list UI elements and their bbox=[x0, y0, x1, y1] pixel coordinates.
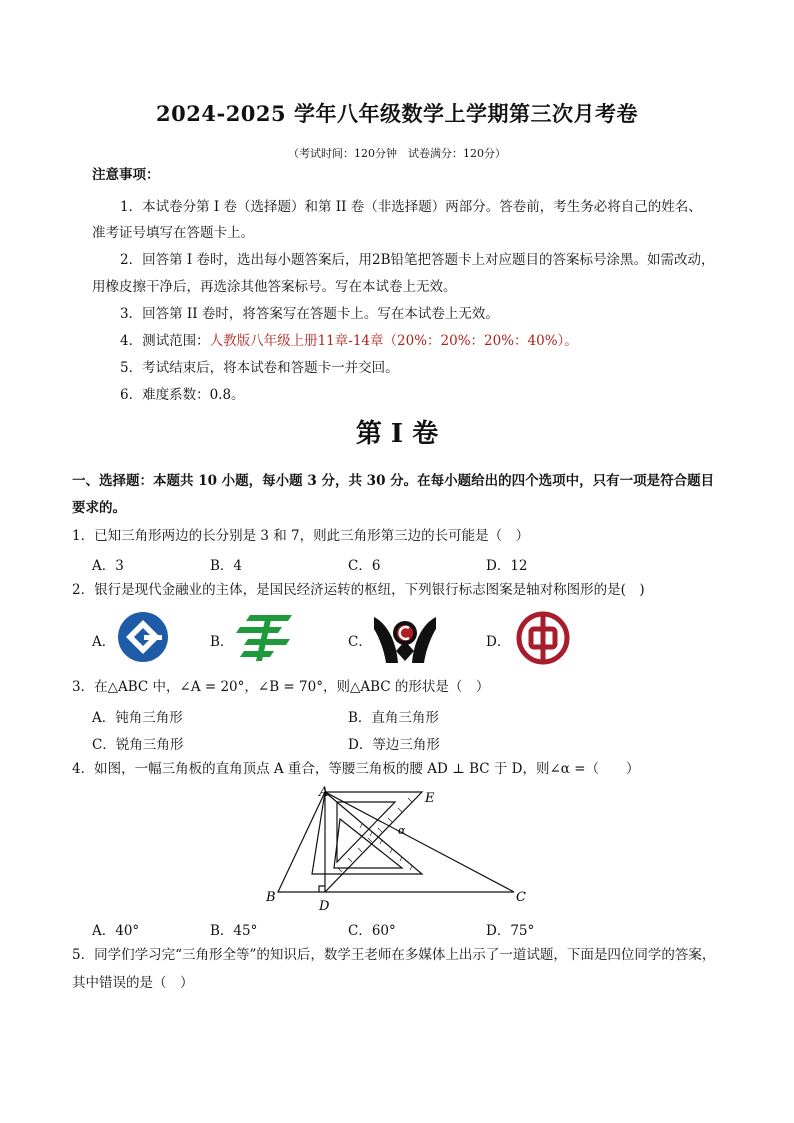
section-heading: 第 I 卷 bbox=[355, 419, 439, 449]
q4-option-d: D．75° bbox=[486, 923, 535, 939]
triangle-abc bbox=[278, 792, 514, 892]
q3-stem: 3．在△ABC 中，∠A = 20°，∠B = 70°，则△ABC 的形状是（ ） bbox=[72, 679, 490, 695]
note-5: 5．考试结束后，将本试卷和答题卡一并交回。 bbox=[120, 360, 399, 376]
q1-option-c: C．6 bbox=[348, 558, 381, 574]
note-3: 3．回答第 II 卷时，将答案写在答题卡上。写在本试卷上无效。 bbox=[120, 306, 499, 322]
note-1a: 1．本试卷分第 I 卷（选择题）和第 II 卷（非选择题）两部分。答卷前，考生务必将自己的姓名、 bbox=[120, 199, 702, 215]
q4-stem: 4．如图，一幅三角板的直角顶点 A 重合，等腰三角板的腰 AD ⊥ BC 于 D，则∠α =（ ） bbox=[72, 761, 640, 777]
q3-option-c: C．锐角三角形 bbox=[92, 737, 184, 753]
q4-option-c: C．60° bbox=[348, 923, 396, 939]
q3-option-a: A．钝角三角形 bbox=[92, 710, 183, 726]
ccb-logo-icon bbox=[117, 611, 169, 663]
note-1b: 准考证号填写在答题卡上。 bbox=[92, 225, 254, 241]
q2-option-c: C． bbox=[348, 634, 372, 650]
q2-option-b: B． bbox=[210, 634, 234, 650]
note-6: 6．难度系数：0.8。 bbox=[120, 387, 245, 403]
q1-stem: 1．已知三角形两边的长分别是 3 和 7，则此三角形第三边的长可能是（ ） bbox=[72, 528, 530, 544]
q1-option-d: D．12 bbox=[486, 558, 528, 574]
q5-stem-b: 其中错误的是（ ） bbox=[72, 975, 194, 991]
bank-of-china-logo-icon bbox=[516, 611, 570, 665]
right-angle-mark bbox=[319, 886, 325, 892]
notes-heading: 注意事项： bbox=[92, 167, 160, 183]
note-2a: 2．回答第 I 卷时，选出每小题答案后，用2B铅笔把答题卡上对应题目的答案标号涂黑。如需改动， bbox=[120, 252, 715, 268]
q1-option-b: B．4 bbox=[210, 558, 243, 574]
q2-option-d: D． bbox=[486, 634, 511, 650]
label-b: B bbox=[266, 890, 276, 905]
note-4-prefix: 4．测试范围： bbox=[120, 333, 210, 349]
exam-subtitle: （考试时间：120分钟 试卷满分：120分） bbox=[288, 147, 506, 160]
label-alpha: α bbox=[398, 824, 406, 837]
label-a: A bbox=[319, 785, 329, 800]
exam-title: 2024-2025 学年八年级数学上学期第三次月考卷 bbox=[156, 101, 638, 126]
q4-option-a: A．40° bbox=[92, 923, 140, 939]
label-d: D bbox=[319, 899, 330, 914]
label-c: C bbox=[516, 890, 526, 905]
isosceles-set-square-inner bbox=[337, 802, 395, 862]
note-4 bbox=[120, 332, 578, 350]
q2-stem: 2．银行是现代金融业的主体，是国民经济运转的枢纽，下列银行标志图案是轴对称图形的是( ) bbox=[72, 582, 645, 598]
q2-option-a: A． bbox=[92, 634, 116, 650]
q3-option-b: B．直角三角形 bbox=[348, 710, 439, 726]
q4-geometry-figure bbox=[262, 784, 542, 914]
isosceles-set-square bbox=[325, 792, 422, 892]
china-post-logo-icon bbox=[236, 611, 294, 663]
note-2b: 用橡皮擦干净后，再选涂其他答案标号。写在本试卷上无效。 bbox=[92, 279, 457, 295]
q1-option-a: A．3 bbox=[92, 558, 124, 574]
agricultural-bank-logo-icon bbox=[372, 611, 438, 665]
note-4-range: 人教版八年级上册11章-14章（20%：20%：20%：40%）。 bbox=[209, 333, 578, 349]
q4-option-b: B．45° bbox=[210, 923, 258, 939]
section-intro-b: 要求的。 bbox=[72, 500, 126, 516]
label-e: E bbox=[425, 791, 435, 806]
section-intro-a: 一、选择题：本题共 10 小题，每小题 3 分，共 30 分。在每小题给出的四个选项中，只有一项是符合题目 bbox=[72, 473, 715, 489]
q3-option-d: D．等边三角形 bbox=[348, 737, 440, 753]
q5-stem-a: 5．同学们学习完“三角形全等”的知识后，数学王老师在多媒体上出示了一道试题，下面是四位同学的答案， bbox=[72, 947, 716, 963]
thirty-sixty-set-square-inner bbox=[334, 819, 402, 868]
thirty-sixty-set-square bbox=[312, 792, 422, 874]
